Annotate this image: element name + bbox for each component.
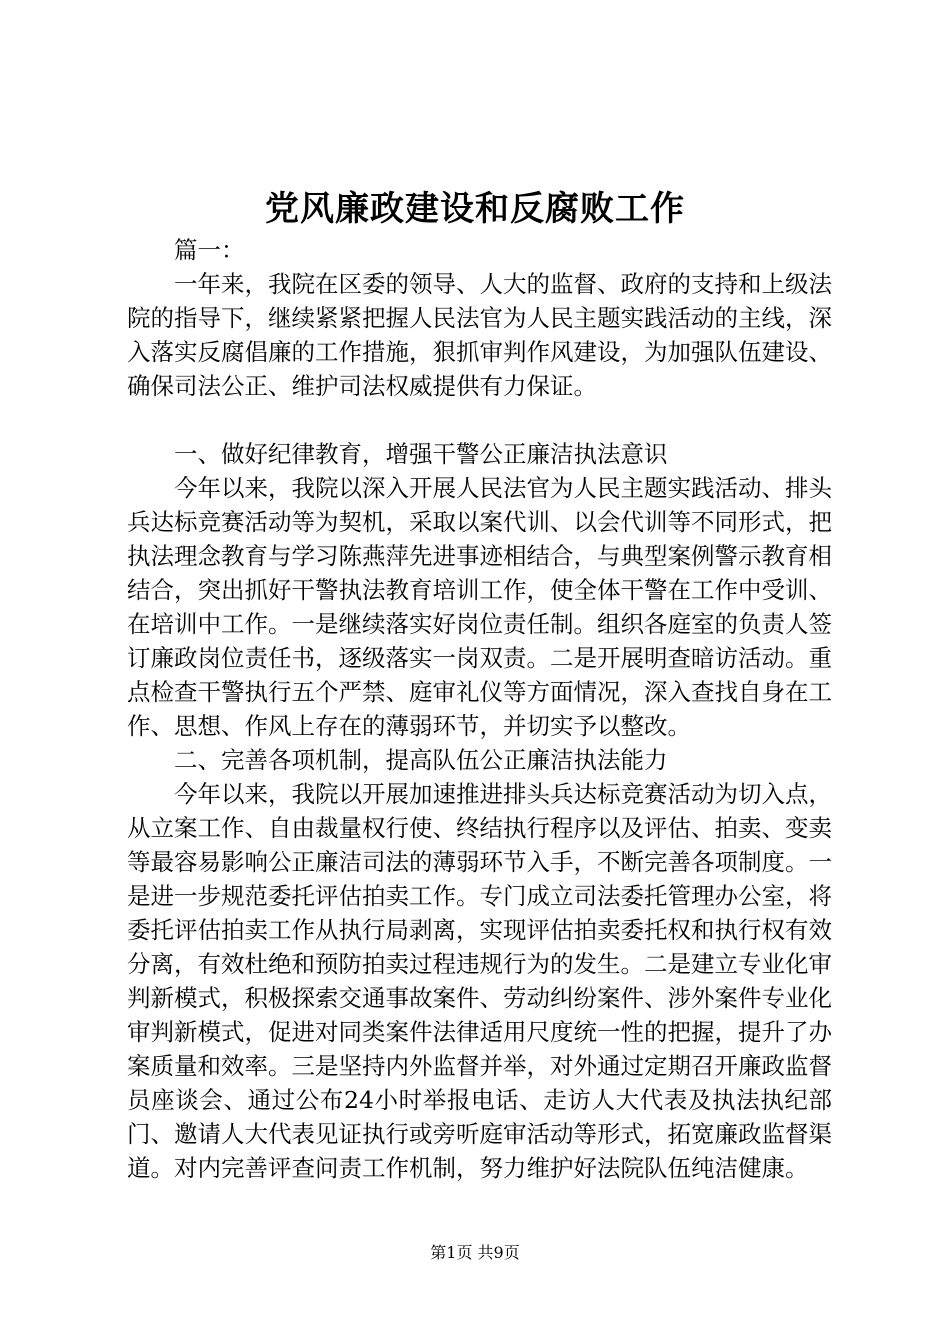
document-body bbox=[127, 233, 832, 1185]
document-title: 党风廉政建设和反腐败工作 bbox=[265, 189, 685, 229]
section-heading-1: 一、做好纪律教育，增强干警公正廉洁执法意识 bbox=[174, 440, 668, 468]
page-footer: 第1页 共9页 bbox=[430, 1243, 520, 1262]
body-paragraph-2: 今年以来，我院以开展加速推进排头兵达标竞赛活动为切入点，从立案工作、自由裁量权行使、终结执行程序以及评估、拍卖、变卖等最容易影响公正廉洁司法的薄弱环节入手，不断完善各项制度。一是进一步规范委托评估拍卖工作。专门成立司法委托管理办公室，将委托评估拍卖工作从执行局剥离，实现评估拍卖委托权和执行权有效分离，有效杜绝和预防拍卖过程违规行为的发生。二是建立专业化审判新模式，积极探索交通事故案件、劳动纠纷案件、涉外案件专业化审判新模式，促进对同类案件法律适用尺度统一性的把握，提升了办案质量和效率。三是坚持内外监督并举，对外通过定期召开廉政监督员座谈会、通过公布24小时举报电话、走访人大代表及执法执纪部门、邀请人大代表见证执行或旁听庭审活动等形式，拓宽廉政监督渠道。对内完善评查问责工作机制，努力维护好法院队伍纯洁健康。 bbox=[127, 780, 832, 1182]
section-heading-2: 二、完善各项机制，提高队伍公正廉洁执法能力 bbox=[174, 746, 668, 774]
intro-paragraph: 一年来，我院在区委的领导、人大的监督、政府的支持和上级法院的指导下，继续紧紧把握人民法官为人民主题实践活动的主线，深入落实反腐倡廉的工作措施，狠抓审判作风建设，为加强队伍建设、确保司法公正、维护司法权威提供有力保证。 bbox=[127, 270, 832, 400]
body-paragraph-1: 今年以来，我院以深入开展人民法官为人民主题实践活动、排头兵达标竞赛活动等为契机，采取以案代训、以会代训等不同形式，把执法理念教育与学习陈燕萍先进事迹相结合，与典型案例警示教育相结合，突出抓好干警执法教育培训工作，使全体干警在工作中受训、在培训中工作。一是继续落实好岗位责任制。组织各庭室的负责人签订廉政岗位责任书，逐级落实一岗双责。二是开展明查暗访活动。重点检查干警执行五个严禁、庭审礼仪等方面情况，深入查找自身在工作、思想、作风上存在的薄弱环节，并切实予以整改。 bbox=[127, 474, 832, 740]
section-label: 篇一： bbox=[174, 236, 245, 264]
